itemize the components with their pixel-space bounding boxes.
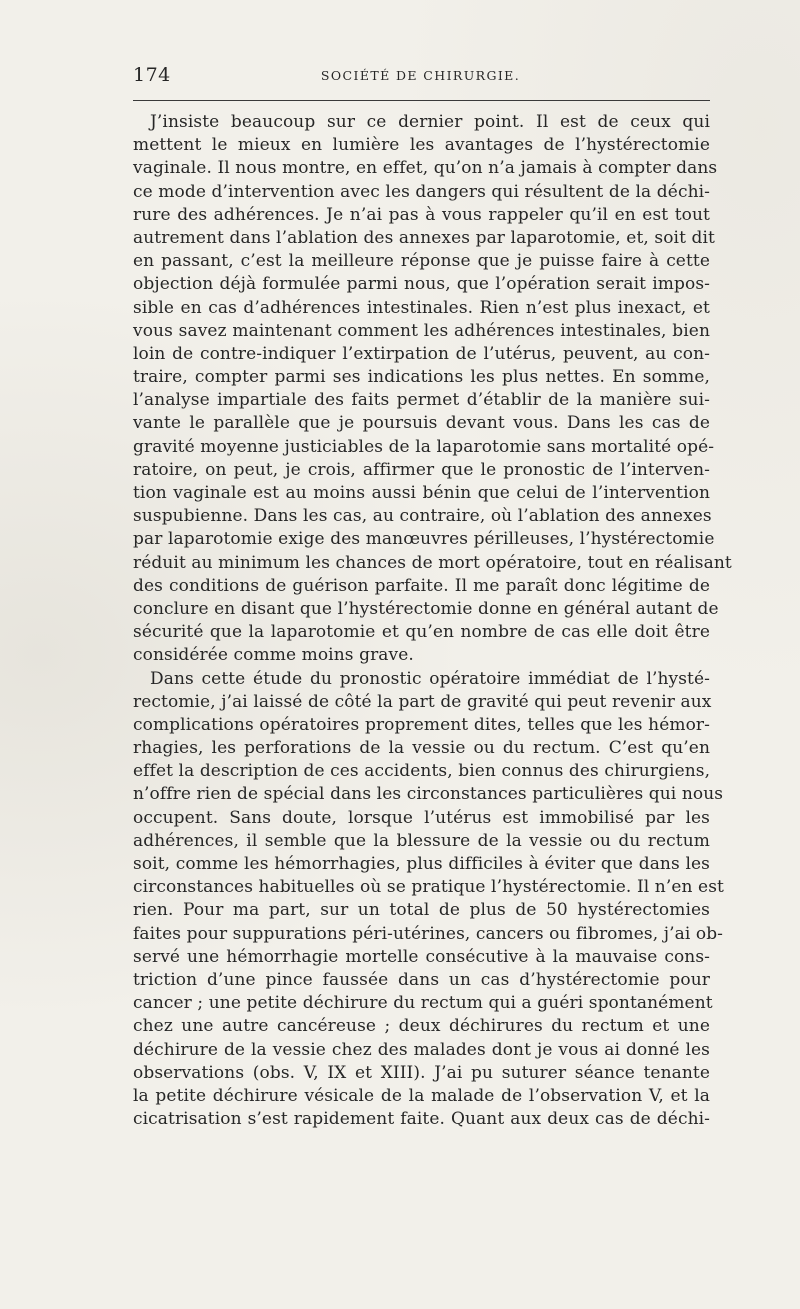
text-line: loin de contre-indiquer l’extirpation de l’utérus, peuvent, au con-: [133, 343, 710, 364]
text-line: réduit au minimum les chances de mort opératoire, tout en réalisant: [133, 552, 732, 573]
text-line: rhagies, les perforations de la vessie ou du rectum. C’est qu’en: [133, 738, 710, 759]
header-rule: [133, 100, 710, 101]
text-line: vaginale. Il nous montre, en effet, qu’on n’a jamais à compter dans: [133, 158, 718, 179]
text-line: n’offre rien de spécial dans les circonstances particulières qui nous: [133, 784, 724, 805]
text-line: observations (obs. V, IX et XIII). J’ai pu suturer séance tenante: [133, 1062, 710, 1083]
text-line: en passant, c’est la meilleure réponse que je puisse faire à cette: [133, 251, 710, 272]
text-line: rure des adhérences. Je n’ai pas à vous rappeler qu’il en est tout: [133, 204, 710, 225]
text-line: rien. Pour ma part, sur un total de plus de 50 hystérectomies: [133, 900, 710, 921]
text-line: Dans cette étude du pronostic opératoire immédiat de l’hysté-: [150, 668, 710, 689]
text-line: ce mode d’intervention avec les dangers qui résultent de la déchi-: [133, 181, 710, 202]
text-line: tion vaginale est au moins aussi bénin que celui de l’intervention: [133, 483, 710, 503]
running-title: SOCIÉTÉ DE CHIRURGIE.: [320, 68, 521, 83]
text-line: faites pour suppurations péri-utérines, cancers ou fibromes, j’ai ob-: [133, 923, 724, 944]
text-line: sible en cas d’adhérences intestinales. Rien n’est plus inexact, et: [133, 297, 710, 318]
text-line: complications opératoires proprement dites, telles que les hémor-: [133, 714, 710, 735]
text-line: l’analyse impartiale des faits permet d’établir de la manière sui-: [133, 390, 710, 411]
text-line: rectomie, j’ai laissé de côté la part de gravité qui peut revenir aux: [133, 691, 712, 712]
text-line: mettent le mieux en lumière les avantages de l’hystérectomie: [133, 135, 710, 156]
text-line: considérée comme moins grave.: [133, 645, 414, 666]
text-line: J’insiste beaucoup sur ce dernier point. Il est de ceux qui: [150, 112, 710, 132]
text-line: soit, comme les hémorrhagies, plus difficiles à éviter que dans les: [133, 854, 710, 874]
text-line: autrement dans l’ablation des annexes par laparotomie, et, soit dit: [133, 227, 715, 248]
text-line: des conditions de guérison parfaite. Il me paraît donc légitime de: [133, 575, 710, 596]
text-line: déchirure de la vessie chez des malades dont je vous ai donné les: [133, 1039, 710, 1060]
text-line: chez une autre cancéreuse ; deux déchirures du rectum et une: [133, 1016, 710, 1037]
text-line: triction d’une pince faussée dans un cas d’hystérectomie pour: [133, 969, 710, 990]
text-line: objection déjà formulée parmi nous, que l’opération serait impos-: [133, 274, 710, 295]
text-line: occupent. Sans doute, lorsque l’utérus est immobilisé par les: [133, 807, 710, 828]
text-line: cicatrisation s’est rapidement faite. Quant aux deux cas de déchi-: [133, 1109, 710, 1130]
text-line: suspubienne. Dans les cas, au contraire, où l’ablation des annexes: [133, 506, 712, 527]
text-line: gravité moyenne justiciables de la laparotomie sans mortalité opé-: [133, 436, 715, 457]
text-line: effet la description de ces accidents, bien connus des chirurgiens,: [133, 761, 711, 782]
text-line: ratoire, on peut, je crois, affirmer que le pronostic de l’interven-: [133, 459, 710, 480]
text-line: par laparotomie exige des manœuvres périlleuses, l’hystérectomie: [133, 529, 715, 550]
text-line: sécurité que la laparotomie et qu’en nombre de cas elle doit être: [133, 622, 710, 643]
text-line: servé une hémorrhagie mortelle consécutive à la mauvaise cons-: [133, 946, 710, 967]
text-line: adhérences, il semble que la blessure de la vessie ou du rectum: [133, 830, 710, 851]
body-text: [133, 111, 732, 1131]
text-line: vante le parallèle que je poursuis devant vous. Dans les cas de: [133, 413, 710, 434]
text-line: cancer ; une petite déchirure du rectum qui a guéri spontanément: [133, 993, 713, 1014]
page-number: 174: [133, 64, 171, 86]
text-line: circonstances habituelles où se pratique l’hystérectomie. Il n’en est: [133, 877, 724, 898]
running-header: [133, 64, 708, 90]
text-line: traire, compter parmi ses indications les plus nettes. En somme,: [133, 367, 710, 388]
text-line: conclure en disant que l’hystérectomie donne en général autant de: [133, 598, 719, 619]
text-line: vous savez maintenant comment les adhérences intestinales, bien: [133, 320, 710, 341]
text-line: la petite déchirure vésicale de la malade de l’observation V, et la: [133, 1085, 710, 1106]
